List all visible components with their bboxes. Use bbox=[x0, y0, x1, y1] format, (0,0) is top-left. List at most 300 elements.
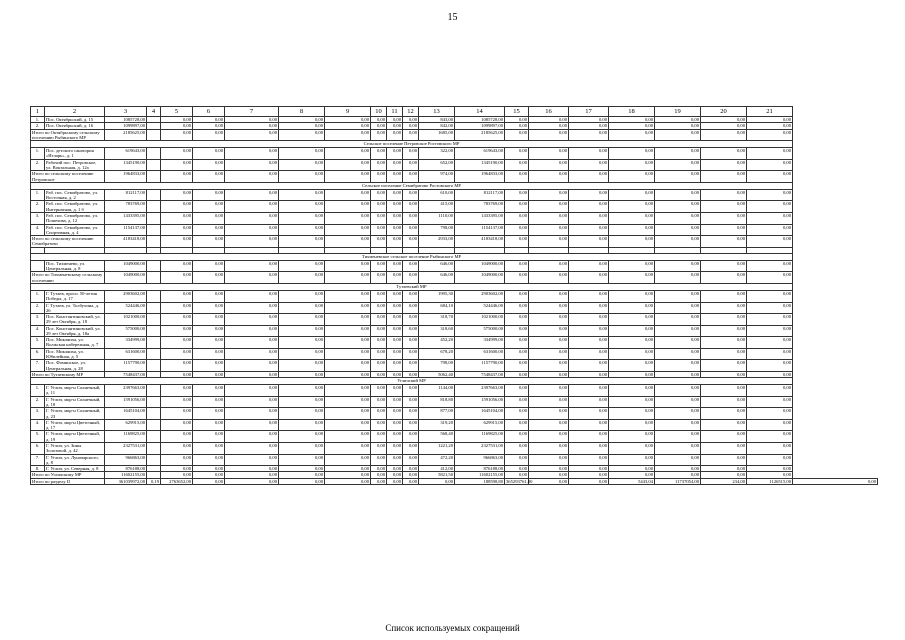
value-cell: 0,00 bbox=[529, 385, 569, 397]
value-cell: 0,00 bbox=[403, 236, 419, 248]
value-cell: 0,00 bbox=[609, 466, 655, 472]
value-cell bbox=[147, 442, 161, 454]
value-cell: 0,00 bbox=[279, 129, 325, 141]
value-cell: 619643,00 bbox=[105, 148, 147, 160]
row-number-cell: 4. bbox=[31, 419, 45, 431]
value-cell: 0,00 bbox=[505, 224, 529, 236]
value-cell: 0,00 bbox=[403, 159, 419, 171]
value-cell: 0,00 bbox=[279, 148, 325, 160]
value-cell: 0,00 bbox=[505, 348, 529, 360]
value-cell: 631600,00 bbox=[105, 348, 147, 360]
value-cell: 0,00 bbox=[747, 224, 793, 236]
value-cell: 0,00 bbox=[225, 189, 279, 201]
value-cell: 0,00 bbox=[325, 466, 371, 472]
value-cell: 631600,00 bbox=[455, 348, 505, 360]
value-cell: 0,00 bbox=[609, 123, 655, 129]
value-cell: 0,00 bbox=[325, 272, 371, 284]
value-cell: 0,00 bbox=[161, 117, 193, 123]
value-cell: 0,00 bbox=[325, 408, 371, 420]
value-cell: 783769,00 bbox=[455, 201, 505, 213]
value-cell: 0,00 bbox=[325, 159, 371, 171]
value-cell: 0,00 bbox=[569, 371, 609, 377]
address-cell: Г. Углич, ул. Луначарского, д. 8 bbox=[45, 454, 105, 466]
value-cell: 0,00 bbox=[225, 385, 279, 397]
value-cell: 0,00 bbox=[529, 371, 569, 377]
column-header: 7 bbox=[225, 107, 279, 117]
row-number-cell: 7. bbox=[31, 360, 45, 372]
value-cell: 0,00 bbox=[325, 148, 371, 160]
column-header: 10 bbox=[371, 107, 387, 117]
address-cell: Г. Углич, мкр-н Солнечный, д. 23 bbox=[45, 408, 105, 420]
value-cell: 0,00 bbox=[387, 442, 403, 454]
value-cell bbox=[147, 159, 161, 171]
value-cell: 0,00 bbox=[419, 478, 455, 484]
value-cell: 0,00 bbox=[387, 466, 403, 472]
value-cell: 0,00 bbox=[747, 385, 793, 397]
value-cell: 0,00 bbox=[387, 260, 403, 272]
column-header: 18 bbox=[609, 107, 655, 117]
column-header: 4 bbox=[147, 107, 161, 117]
value-cell: 1144,00 bbox=[419, 385, 455, 397]
value-cell: 0,00 bbox=[279, 348, 325, 360]
value-cell: 678,20 bbox=[419, 348, 455, 360]
value-cell: 0,00 bbox=[529, 419, 569, 431]
value-cell: 843,00 bbox=[419, 117, 455, 123]
value-cell: 412,00 bbox=[419, 466, 455, 472]
value-cell: 0,00 bbox=[529, 171, 569, 183]
value-cell: 0,00 bbox=[325, 302, 371, 314]
value-cell: 0,00 bbox=[701, 408, 747, 420]
value-cell: 0,00 bbox=[193, 478, 225, 484]
value-cell: 0,00 bbox=[161, 148, 193, 160]
value-cell: 0,00 bbox=[655, 325, 701, 337]
value-cell: 0,00 bbox=[387, 123, 403, 129]
value-cell: 0,00 bbox=[655, 189, 701, 201]
value-cell: 0,00 bbox=[193, 148, 225, 160]
value-cell: 0,00 bbox=[193, 454, 225, 466]
value-cell: 0,00 bbox=[371, 212, 387, 224]
value-cell: 0,00 bbox=[529, 212, 569, 224]
value-cell: 0,00 bbox=[193, 419, 225, 431]
value-cell: 0,00 bbox=[161, 419, 193, 431]
value-cell: 5062,40 bbox=[419, 371, 455, 377]
value-cell: 0,00 bbox=[161, 337, 193, 349]
value-cell: 0,00 bbox=[325, 117, 371, 123]
value-cell: 0,00 bbox=[225, 478, 279, 484]
value-cell: 0,00 bbox=[529, 337, 569, 349]
value-cell: 0,00 bbox=[325, 260, 371, 272]
column-header: 20 bbox=[701, 107, 747, 117]
value-cell: 0,00 bbox=[279, 189, 325, 201]
value-cell: 0,00 bbox=[403, 189, 419, 201]
value-cell: 0,00 bbox=[387, 236, 403, 248]
table-row bbox=[31, 431, 878, 443]
value-cell: 319,20 bbox=[419, 419, 455, 431]
section-title-cell: Угличский МР bbox=[31, 378, 793, 385]
value-cell: 0,00 bbox=[701, 260, 747, 272]
value-cell: 2903602,00 bbox=[455, 290, 505, 302]
value-cell: 0,00 bbox=[403, 314, 419, 326]
row-number-cell: 1. bbox=[31, 117, 45, 123]
value-cell: 0,00 bbox=[505, 314, 529, 326]
value-cell: 0,00 bbox=[609, 171, 655, 183]
value-cell: 0,00 bbox=[655, 419, 701, 431]
value-cell: 0,00 bbox=[403, 442, 419, 454]
address-cell: Пос. Октябрьский, д. 15 bbox=[45, 117, 105, 123]
value-cell: 0,00 bbox=[569, 189, 609, 201]
section-header-row bbox=[31, 378, 878, 385]
value-cell: 0,00 bbox=[225, 360, 279, 372]
value-cell: 0,00 bbox=[569, 260, 609, 272]
value-cell: 318,70 bbox=[419, 314, 455, 326]
value-cell: 0,00 bbox=[529, 224, 569, 236]
value-cell: 0,00 bbox=[371, 419, 387, 431]
value-cell: 0,00 bbox=[505, 385, 529, 397]
value-cell: 0,00 bbox=[193, 360, 225, 372]
total-label-cell: Итого по сельскому поселению Петровское bbox=[31, 171, 105, 183]
value-cell: 0,00 bbox=[747, 302, 793, 314]
value-cell: 2903602,00 bbox=[105, 290, 147, 302]
value-cell: 0,00 bbox=[225, 212, 279, 224]
section-header-row bbox=[31, 141, 878, 148]
value-cell: 0,00 bbox=[161, 201, 193, 213]
value-cell: 0,00 bbox=[225, 337, 279, 349]
value-cell: 0,00 bbox=[193, 348, 225, 360]
value-cell: 0,00 bbox=[279, 272, 325, 284]
address-cell: Пос. Октябрьский, д. 16 bbox=[45, 123, 105, 129]
value-cell: 0,00 bbox=[193, 466, 225, 472]
total-row bbox=[31, 129, 878, 141]
value-cell bbox=[147, 396, 161, 408]
value-cell: 0,00 bbox=[569, 337, 609, 349]
value-cell: 2185625,00 bbox=[105, 129, 147, 141]
value-cell: 0,00 bbox=[655, 290, 701, 302]
value-cell bbox=[147, 224, 161, 236]
value-cell: 0,00 bbox=[279, 260, 325, 272]
value-cell: 0,00 bbox=[325, 129, 371, 141]
value-cell: 0,00 bbox=[371, 478, 387, 484]
value-cell: 0,00 bbox=[225, 236, 279, 248]
value-cell: 0,00 bbox=[193, 396, 225, 408]
value-cell: 0,00 bbox=[655, 117, 701, 123]
value-cell: 1221,20 bbox=[419, 442, 455, 454]
value-cell: 0,00 bbox=[569, 148, 609, 160]
value-cell: 798,00 bbox=[419, 360, 455, 372]
address-cell: Пос. Константиновский, ул. 29 лет Октября, д. 18 bbox=[45, 314, 105, 326]
total-label-cell: Итого по разделу II bbox=[31, 478, 105, 484]
value-cell: 0,00 bbox=[529, 148, 569, 160]
value-cell: 0,00 bbox=[161, 129, 193, 141]
value-cell: 0,00 bbox=[387, 302, 403, 314]
value-cell: 0,00 bbox=[747, 466, 793, 472]
value-cell: 0,00 bbox=[529, 272, 569, 284]
value-cell: 0,00 bbox=[325, 442, 371, 454]
value-cell: 0,00 bbox=[225, 431, 279, 443]
value-cell: 0,00 bbox=[161, 360, 193, 372]
value-cell: 0,00 bbox=[225, 454, 279, 466]
value-cell: 0,00 bbox=[161, 325, 193, 337]
value-cell: 0,00 bbox=[701, 236, 747, 248]
table-row bbox=[31, 159, 878, 171]
value-cell: 684,10 bbox=[419, 302, 455, 314]
value-cell: 0,00 bbox=[655, 454, 701, 466]
value-cell: 0,00 bbox=[161, 236, 193, 248]
value-cell: 0,00 bbox=[387, 314, 403, 326]
total-row bbox=[31, 478, 878, 484]
value-cell: 334999,00 bbox=[105, 337, 147, 349]
value-cell: 0,00 bbox=[529, 314, 569, 326]
value-cell: 0,00 bbox=[747, 189, 793, 201]
address-cell: Г. Тутаев, ул. Толбухина, д. 26 bbox=[45, 302, 105, 314]
value-cell: 7548437,00 bbox=[105, 371, 147, 377]
address-cell: Пос. Константиновский, ул. 29 лет Октября, д. 18а bbox=[45, 325, 105, 337]
value-cell: 0,00 bbox=[371, 117, 387, 123]
value-cell: 0,00 bbox=[505, 171, 529, 183]
value-cell: 1157790,00 bbox=[455, 360, 505, 372]
value-cell: 0,00 bbox=[701, 325, 747, 337]
value-cell: 0,00 bbox=[505, 396, 529, 408]
row-number-cell: 4. bbox=[31, 325, 45, 337]
value-cell: 0,00 bbox=[609, 129, 655, 141]
value-cell: 610,00 bbox=[419, 189, 455, 201]
value-cell: 0,00 bbox=[609, 272, 655, 284]
value-cell: 0,00 bbox=[279, 337, 325, 349]
value-cell: 0,00 bbox=[529, 408, 569, 420]
value-cell: 0,00 bbox=[279, 466, 325, 472]
value-cell: 783769,00 bbox=[105, 201, 147, 213]
value-cell: 0,00 bbox=[529, 290, 569, 302]
value-cell: 0,00 bbox=[505, 431, 529, 443]
table-row bbox=[31, 419, 878, 431]
value-cell: 0,00 bbox=[193, 385, 225, 397]
value-cell: 0,00 bbox=[529, 454, 569, 466]
value-cell: 0,00 bbox=[387, 129, 403, 141]
value-cell: 0,00 bbox=[325, 385, 371, 397]
address-cell: Г. Углич, ул. Зины Золотовой, д. 42 bbox=[45, 442, 105, 454]
value-cell: 0,00 bbox=[609, 472, 655, 478]
value-cell: 966863,00 bbox=[455, 454, 505, 466]
value-cell: 0,00 bbox=[193, 302, 225, 314]
value-cell: 0,00 bbox=[161, 454, 193, 466]
value-cell: 0,00 bbox=[325, 236, 371, 248]
value-cell: 0,00 bbox=[609, 159, 655, 171]
value-cell: 0,00 bbox=[371, 123, 387, 129]
value-cell: 0,00 bbox=[387, 290, 403, 302]
value-cell: 0,00 bbox=[505, 159, 529, 171]
value-cell: 322,00 bbox=[419, 148, 455, 160]
value-cell: 0,00 bbox=[387, 224, 403, 236]
value-cell: 0,00 bbox=[325, 371, 371, 377]
value-cell: 0,00 bbox=[193, 260, 225, 272]
value-cell: 0,00 bbox=[279, 419, 325, 431]
value-cell: 0,00 bbox=[403, 129, 419, 141]
value-cell: 0,00 bbox=[655, 302, 701, 314]
value-cell: 0,00 bbox=[529, 189, 569, 201]
value-cell: 1021000,00 bbox=[105, 314, 147, 326]
value-cell: 0,00 bbox=[701, 189, 747, 201]
value-cell: 0,00 bbox=[161, 408, 193, 420]
data-table bbox=[30, 106, 878, 485]
value-cell: 0,00 bbox=[569, 290, 609, 302]
value-cell: 0,00 bbox=[161, 260, 193, 272]
value-cell: 0,00 bbox=[161, 159, 193, 171]
value-cell: 0,00 bbox=[161, 385, 193, 397]
value-cell: 0,00 bbox=[701, 290, 747, 302]
value-cell: 0,00 bbox=[161, 272, 193, 284]
value-cell: 0,00 bbox=[279, 236, 325, 248]
row-number-cell: 6. bbox=[31, 442, 45, 454]
value-cell: 0,00 bbox=[387, 396, 403, 408]
column-header: 6 bbox=[193, 107, 225, 117]
value-cell: 0,00 bbox=[529, 159, 569, 171]
value-cell: 0,00 bbox=[529, 117, 569, 123]
value-cell: 0,00 bbox=[387, 478, 403, 484]
value-cell: 0,00 bbox=[403, 325, 419, 337]
value-cell: 0,00 bbox=[609, 290, 655, 302]
value-cell: 0,00 bbox=[655, 159, 701, 171]
value-cell: 0,00 bbox=[225, 314, 279, 326]
section-title: Список используемых сокращений bbox=[385, 623, 520, 633]
value-cell: 0,00 bbox=[747, 123, 793, 129]
value-cell: 452,20 bbox=[419, 337, 455, 349]
value-cell: 0,00 bbox=[225, 260, 279, 272]
value-cell: 0,00 bbox=[325, 189, 371, 201]
value-cell: 0,00 bbox=[655, 385, 701, 397]
value-cell: 0,00 bbox=[747, 408, 793, 420]
value-cell: 0,00 bbox=[387, 348, 403, 360]
value-cell: 0,00 bbox=[701, 360, 747, 372]
value-cell: 0,00 bbox=[747, 325, 793, 337]
value-cell: 1154137,00 bbox=[455, 224, 505, 236]
value-cell: 0,00 bbox=[279, 454, 325, 466]
column-header: 9 bbox=[325, 107, 371, 117]
value-cell: 0,00 bbox=[387, 360, 403, 372]
value-cell: 11602155,00 bbox=[455, 472, 505, 478]
value-cell: 0,00 bbox=[569, 454, 609, 466]
value-cell: 0,00 bbox=[569, 212, 609, 224]
value-cell: 0,00 bbox=[403, 478, 419, 484]
table-row bbox=[31, 454, 878, 466]
value-cell: 1049000,00 bbox=[455, 260, 505, 272]
value-cell: 0,00 bbox=[325, 290, 371, 302]
value-cell: 0,00 bbox=[403, 371, 419, 377]
value-cell: 0,00 bbox=[747, 171, 793, 183]
value-cell: 524446,00 bbox=[455, 302, 505, 314]
value-cell: 0,00 bbox=[279, 478, 325, 484]
address-cell: Г. Углич, мкр-н Цветочный, д. 17 bbox=[45, 419, 105, 431]
value-cell: 0,00 bbox=[569, 385, 609, 397]
value-cell: 0,19 bbox=[147, 478, 161, 484]
value-cell: 0,00 bbox=[161, 472, 193, 478]
value-cell: 5443,04 bbox=[609, 478, 655, 484]
column-header: 1 bbox=[31, 107, 45, 117]
column-header: 17 bbox=[569, 107, 609, 117]
row-number-cell: 1. bbox=[31, 189, 45, 201]
value-cell: 0,00 bbox=[701, 148, 747, 160]
value-cell: 0,00 bbox=[505, 325, 529, 337]
value-cell bbox=[147, 454, 161, 466]
value-cell: 0,00 bbox=[325, 337, 371, 349]
value-cell: 0,00 bbox=[161, 302, 193, 314]
column-header: 21 bbox=[747, 107, 793, 117]
value-cell: 0,00 bbox=[193, 123, 225, 129]
address-cell: Пос. детского санатория «Итларь», д. 1 bbox=[45, 148, 105, 160]
value-cell: 0,00 bbox=[609, 117, 655, 123]
value-cell: 646,00 bbox=[419, 260, 455, 272]
value-cell: 0,00 bbox=[371, 442, 387, 454]
value-cell: 0,00 bbox=[387, 325, 403, 337]
table-row bbox=[31, 224, 878, 236]
value-cell: 0,00 bbox=[529, 325, 569, 337]
value-cell: 0,00 bbox=[609, 224, 655, 236]
value-cell: 0,00 bbox=[505, 466, 529, 472]
value-cell: 0,00 bbox=[279, 201, 325, 213]
value-cell: 0,00 bbox=[193, 212, 225, 224]
value-cell: 0,00 bbox=[225, 123, 279, 129]
value-cell: 0,00 bbox=[403, 212, 419, 224]
value-cell: 0,00 bbox=[387, 148, 403, 160]
value-cell: 0,00 bbox=[371, 371, 387, 377]
value-cell: 0,00 bbox=[505, 302, 529, 314]
value-cell: 11602155,00 bbox=[105, 472, 147, 478]
value-cell: 0,00 bbox=[279, 360, 325, 372]
value-cell: 0,00 bbox=[655, 260, 701, 272]
value-cell: 0,00 bbox=[371, 148, 387, 160]
value-cell: 0,00 bbox=[325, 431, 371, 443]
value-cell: 0,00 bbox=[371, 224, 387, 236]
value-cell: 0,00 bbox=[161, 290, 193, 302]
value-cell: 966863,00 bbox=[105, 454, 147, 466]
value-cell: 0,00 bbox=[387, 189, 403, 201]
value-cell: 0,00 bbox=[609, 454, 655, 466]
table-row bbox=[31, 360, 878, 372]
value-cell: 0,00 bbox=[609, 442, 655, 454]
value-cell: 1345190,00 bbox=[455, 159, 505, 171]
value-cell: 0,00 bbox=[403, 360, 419, 372]
value-cell bbox=[147, 201, 161, 213]
address-cell: Г. Углич, мкр-н Цветочный, д. 19 bbox=[45, 431, 105, 443]
value-cell: 0,00 bbox=[701, 201, 747, 213]
value-cell: 0,00 bbox=[701, 314, 747, 326]
table-row bbox=[31, 260, 878, 272]
value-cell: 652,00 bbox=[419, 159, 455, 171]
total-row bbox=[31, 272, 878, 284]
value-cell: 0,00 bbox=[371, 290, 387, 302]
value-cell: 0,00 bbox=[655, 360, 701, 372]
total-label-cell: Итого по Угличскому МР bbox=[31, 472, 105, 478]
row-number-cell bbox=[31, 260, 45, 272]
value-cell: 0,00 bbox=[371, 314, 387, 326]
table-row bbox=[31, 337, 878, 349]
value-cell bbox=[147, 419, 161, 431]
value-cell: 361039972,00 bbox=[105, 478, 147, 484]
value-cell: 0,00 bbox=[569, 314, 609, 326]
value-cell: 0,00 bbox=[279, 117, 325, 123]
value-cell: 0,00 bbox=[505, 236, 529, 248]
value-cell: 0,00 bbox=[609, 236, 655, 248]
value-cell: 0,00 bbox=[747, 159, 793, 171]
value-cell: 0,00 bbox=[279, 431, 325, 443]
value-cell: 0,00 bbox=[403, 454, 419, 466]
table-row bbox=[31, 442, 878, 454]
address-cell: Раб. пос. Семибратово, ул. Восточная, д. 2 bbox=[45, 189, 105, 201]
value-cell: 0,00 bbox=[371, 189, 387, 201]
value-cell: 0,00 bbox=[325, 171, 371, 183]
value-cell: 0,00 bbox=[279, 290, 325, 302]
column-header: 19 bbox=[655, 107, 701, 117]
total-label-cell: Итого по Тихменевскому сельскому поселению bbox=[31, 272, 105, 284]
value-cell: 0,00 bbox=[279, 442, 325, 454]
